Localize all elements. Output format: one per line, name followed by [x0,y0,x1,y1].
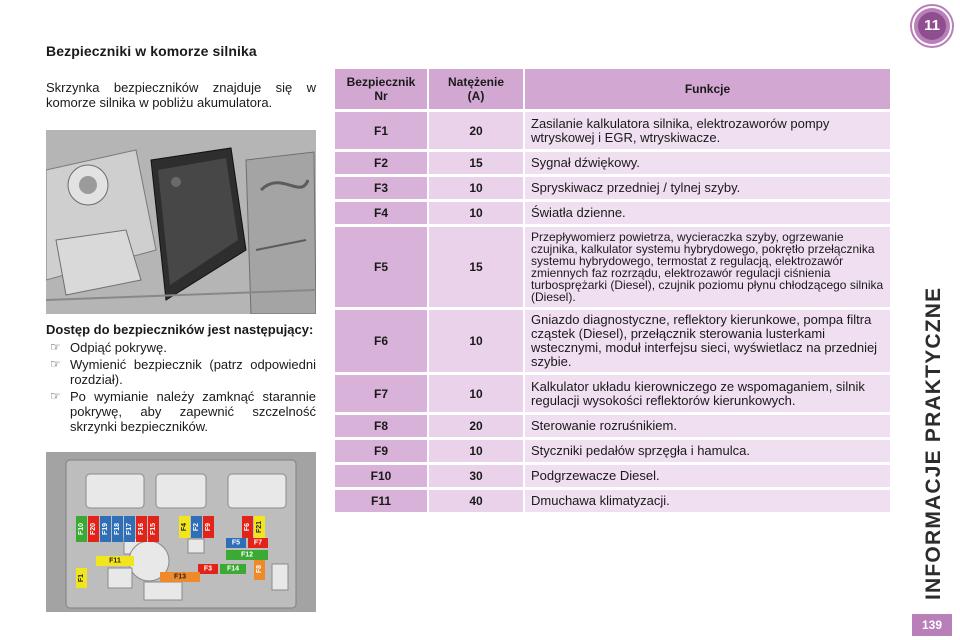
step-text: Po wymianie należy zamknąć starannie pokrywę, aby zapewnić szczelność skrzynki bezpieczników. [70,389,316,434]
table-row [335,375,890,412]
svg-text:F13: F13 [173,573,187,581]
svg-text:F17: F17 [126,522,133,536]
chapter-number: 11 [918,12,946,40]
fuse-function: Zasilanie kalkulatora silnika, elektrozaworów pompy wtryskowej i EGR, wtryskiwacze. [525,112,890,149]
step-text: Odpiąć pokrywę. [70,340,167,355]
intro-text: Skrzynka bezpieczników znajduje się w komorze silnika w pobliżu akumulatora. [46,80,316,110]
fuse-f15 [148,516,159,542]
fuse-f8 [254,558,265,580]
fuse-amperage: 30 [429,465,523,487]
fuse-number: F3 [335,177,427,199]
header-amperage [429,69,523,109]
table-row [335,202,890,224]
fuse-f9 [203,516,214,538]
fuse-function: Światła dzienne. [525,202,890,224]
table-row [335,490,890,512]
fuse-f17 [124,516,135,542]
fuse-f6 [242,516,253,538]
fuse-number: F9 [335,440,427,462]
chapter-title: INFORMACJE PRAKTYCZNE [922,286,945,600]
fuse-f18 [112,516,123,542]
page-title: Bezpieczniki w komorze silnika [46,43,257,59]
svg-text:F1: F1 [78,573,85,583]
fuse-number: F4 [335,202,427,224]
svg-text:F16: F16 [138,522,145,536]
step-text: Wymienić bezpiecznik (patrz odpowiedni rozdział). [70,357,316,387]
fuse-number: F11 [335,490,427,512]
access-instructions [46,322,316,436]
fuse-number: F8 [335,415,427,437]
fuse-amperage: 15 [429,152,523,174]
svg-text:F14: F14 [226,565,240,573]
svg-text:F3: F3 [203,565,213,573]
fuse-amperage: 10 [429,310,523,372]
chapter-badge [912,6,952,46]
fuse-number: F1 [335,112,427,149]
fuse-f11 [96,556,134,566]
fuse-f5 [226,538,246,548]
fuse-function: Gniazdo diagnostyczne, reflektory kierunkowe, pompa filtra cząstek (Diesel), przełącznik sterowania lusterkami wstecznymi, moduł interfejsu sieci, wyświetlacz na przedniej szybie. [525,310,890,372]
fuse-f2 [191,516,202,538]
table-row [335,177,890,199]
fuse-function: Spryskiwacz przedniej / tylnej szyby. [525,177,890,199]
fuse-number: F2 [335,152,427,174]
svg-text:F8: F8 [256,564,263,574]
svg-text:F7: F7 [253,539,263,547]
pointing-hand-icon: ☞ [50,357,61,371]
fuse-f13 [160,572,200,582]
fuse-function: Sterowanie rozruśnikiem. [525,415,890,437]
header-fuse-number-text: Bezpiecznik Nr [346,75,416,103]
header-fuse-number [335,69,427,109]
header-functions: Funkcje [525,69,890,109]
table-row [335,152,890,174]
svg-text:F6: F6 [244,522,251,532]
fuse-function: Podgrzewacze Diesel. [525,465,890,487]
fuse-f19 [100,516,111,542]
table-row [335,440,890,462]
fuse-f1 [76,568,87,588]
fuse-amperage: 10 [429,177,523,199]
svg-text:F10: F10 [78,522,85,536]
engine-compartment-photo [46,130,316,314]
step-item [46,357,316,387]
fuse-amperage: 10 [429,202,523,224]
step-item [46,389,316,434]
table-row [335,112,890,149]
fuse-amperage: 10 [429,440,523,462]
svg-text:F15: F15 [150,522,157,536]
fuse-f20 [88,516,99,542]
fuse-function: Styczniki pedałów sprzęgła i hamulca. [525,440,890,462]
table-row [335,465,890,487]
table-row [335,415,890,437]
svg-text:F20: F20 [90,522,97,536]
svg-text:F21: F21 [256,520,263,534]
table-row [335,227,890,307]
fuse-table [333,66,892,515]
header-amperage-text: Natężenie (A) [447,75,505,103]
step-item [46,340,316,355]
svg-text:F11: F11 [109,557,121,565]
fuse-f21 [254,516,265,538]
svg-text:F18: F18 [114,522,121,536]
fuse-f14 [220,564,246,574]
fuse-f3 [198,564,218,574]
svg-text:F4: F4 [181,522,188,532]
svg-text:F12: F12 [240,551,254,559]
fuse-function: Kalkulator układu kierowniczego ze wspomaganiem, silnik regulacji wysokości reflektorów kierunkowych. [525,375,890,412]
fuse-amperage: 15 [429,227,523,307]
fuse-number: F6 [335,310,427,372]
fuse-amperage: 10 [429,375,523,412]
fuse-f4 [179,516,190,538]
fuse-box-diagram [46,452,316,612]
fuse-amperage: 20 [429,415,523,437]
svg-text:F19: F19 [102,522,109,536]
fuse-number: F7 [335,375,427,412]
fuse-f16 [136,516,147,542]
fuse-f12 [226,550,268,560]
table-header-row [335,69,890,109]
fuse-number: F10 [335,465,427,487]
pointing-hand-icon: ☞ [50,389,61,403]
access-title: Dostęp do bezpieczników jest następujący: [46,322,314,337]
fuse-number: F5 [335,227,427,307]
fuse-f7 [248,538,268,548]
fuse-f10 [76,516,87,542]
svg-text:F9: F9 [205,522,212,532]
fuse-amperage: 20 [429,112,523,149]
pointing-hand-icon: ☞ [50,340,61,354]
fuse-amperage: 40 [429,490,523,512]
fuse-function: Sygnał dźwiękowy. [525,152,890,174]
table-row [335,310,890,372]
svg-text:F5: F5 [231,539,241,547]
fuse-function: Przepływomierz powietrza, wycieraczka szyby, ogrzewanie czujnika, kalkulator systemu hybrydowego, pokrętło przełącznika systemu hybrydowego, termostat z regulacją, elektrozawór zmiennych faz rozrządu, elektrozawór regulacji ciśnienia turbosprężarki (Diesel), czujnik poziomu płynu chłodzącego silnika (Diesel). [525,227,890,307]
svg-text:F2: F2 [193,522,200,532]
page-number: 139 [912,614,952,636]
fuse-function: Dmuchawa klimatyzacji. [525,490,890,512]
